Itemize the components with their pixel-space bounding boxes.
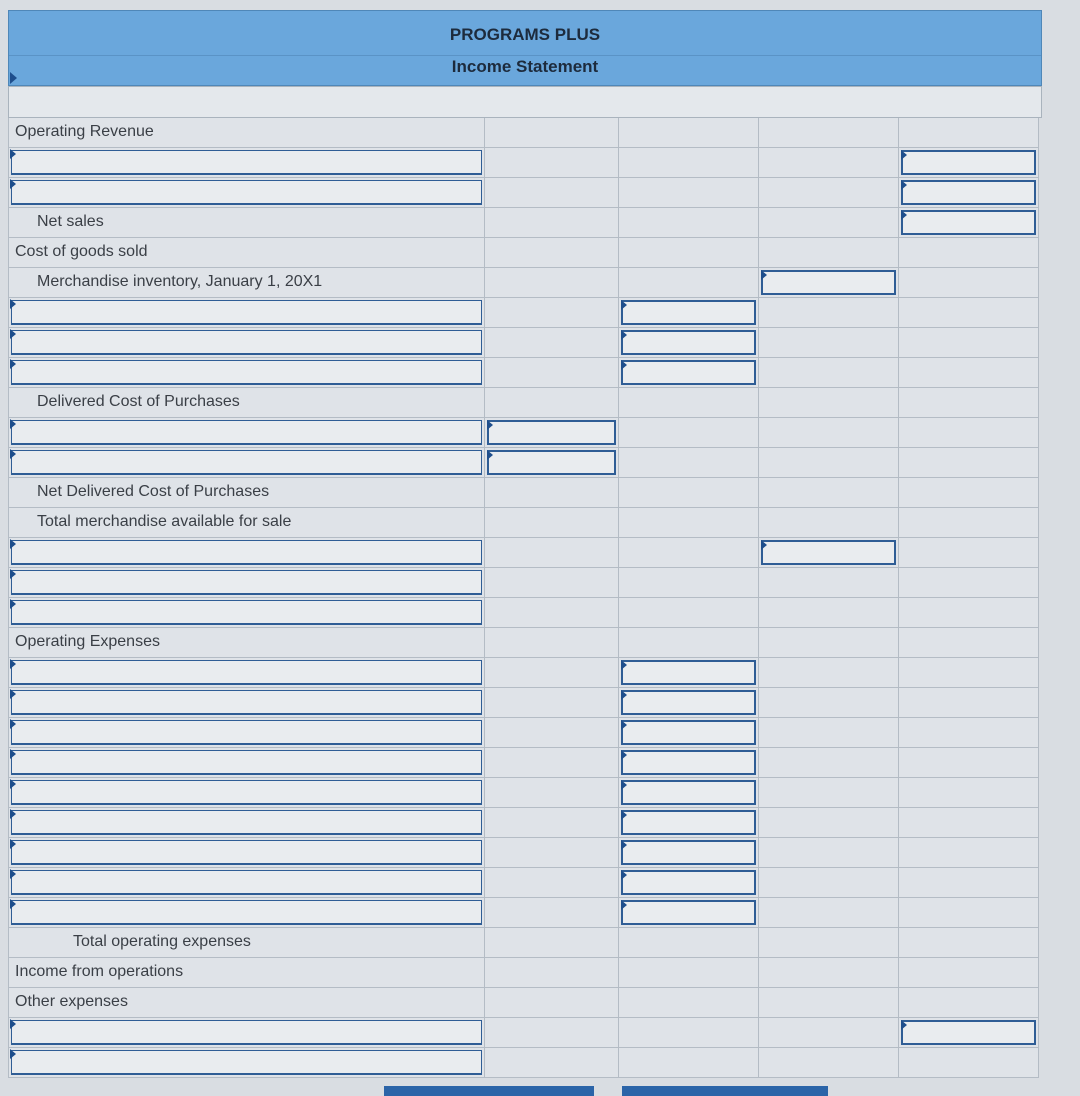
dropdown-marker-icon: [10, 179, 16, 189]
amount-cell-col1: [485, 1048, 619, 1078]
amount-cell-col2: [619, 718, 759, 748]
amount-cell-col1: [485, 118, 619, 148]
amount-cell-col4: [899, 928, 1039, 958]
dropdown-marker-icon: [621, 300, 627, 310]
amount-cell-col1: [485, 748, 619, 778]
dropdown-marker-icon: [10, 149, 16, 159]
amount-input[interactable]: [621, 840, 756, 865]
statement-title: Income Statement: [451, 57, 599, 76]
amount-cell-col4: [899, 148, 1039, 178]
account-name-input[interactable]: [11, 420, 482, 445]
amount-cell-col4: [899, 988, 1039, 1018]
dropdown-marker-icon: [10, 839, 16, 849]
label-cell: [8, 238, 485, 268]
label-cell: [8, 838, 485, 868]
amount-cell-col1: [485, 298, 619, 328]
account-name-input[interactable]: [11, 690, 482, 715]
label-cell: [8, 718, 485, 748]
amount-cell-col3: [759, 568, 899, 598]
amount-cell-col4: [899, 628, 1039, 658]
dropdown-marker-icon: [621, 330, 627, 340]
amount-cell-col2: [619, 778, 759, 808]
amount-cell-col3: [759, 298, 899, 328]
dropdown-marker-icon: [621, 840, 627, 850]
label-cell: [8, 568, 485, 598]
label-cell: [8, 118, 485, 148]
amount-cell-col1: [485, 178, 619, 208]
label-cell: [8, 328, 485, 358]
amount-cell-col4: [899, 898, 1039, 928]
label-cell: [8, 388, 485, 418]
amount-input[interactable]: [901, 180, 1036, 205]
amount-input[interactable]: [621, 360, 756, 385]
amount-cell-col1: [485, 868, 619, 898]
footer-button-left[interactable]: [384, 1086, 594, 1096]
row-label: Operating Expenses: [15, 633, 160, 650]
amount-cell-col3: [759, 358, 899, 388]
amount-cell-col3: [759, 598, 899, 628]
account-name-input[interactable]: [11, 810, 482, 835]
statement-header: [8, 10, 1042, 86]
amount-input[interactable]: [621, 300, 756, 325]
account-name-input[interactable]: [11, 600, 482, 625]
amount-cell-col4: [899, 808, 1039, 838]
amount-input[interactable]: [901, 150, 1036, 175]
account-name-input[interactable]: [11, 300, 482, 325]
amount-cell-col2: [619, 148, 759, 178]
income-statement-sheet: [8, 10, 1042, 1096]
label-cell: [8, 628, 485, 658]
amount-cell-col2: [619, 598, 759, 628]
amount-cell-col4: [899, 328, 1039, 358]
account-name-input[interactable]: [11, 900, 482, 925]
amount-cell-col2: [619, 1048, 759, 1078]
dropdown-marker-icon: [10, 449, 16, 459]
amount-cell-col1: [485, 718, 619, 748]
label-cell: [8, 988, 485, 1018]
row-label: Net Delivered Cost of Purchases: [37, 483, 270, 500]
amount-cell-col2: [619, 328, 759, 358]
label-cell: [8, 1018, 485, 1048]
label-cell: [8, 748, 485, 778]
label-cell: [8, 208, 485, 238]
amount-cell-col2: [619, 298, 759, 328]
amount-cell-col3: [759, 778, 899, 808]
amount-cell-col2: [619, 508, 759, 538]
amount-cell-col3: [759, 478, 899, 508]
dropdown-marker-icon: [10, 749, 16, 759]
account-name-input[interactable]: [11, 540, 482, 565]
amount-input[interactable]: [487, 420, 616, 445]
amount-cell-col3: [759, 118, 899, 148]
amount-cell-col1: [485, 988, 619, 1018]
amount-cell-col2: [619, 688, 759, 718]
amount-cell-col2: [619, 118, 759, 148]
amount-cell-col4: [899, 268, 1039, 298]
amount-cell-col4: [899, 718, 1039, 748]
dropdown-marker-icon: [621, 690, 627, 700]
amount-cell-col4: [899, 358, 1039, 388]
dropdown-marker-icon: [10, 869, 16, 879]
dropdown-marker-icon: [10, 599, 16, 609]
amount-input[interactable]: [761, 270, 896, 295]
amount-cell-col2: [619, 988, 759, 1018]
amount-cell-col4: [899, 748, 1039, 778]
row-label: Operating Revenue: [15, 123, 154, 140]
amount-cell-col4: [899, 1048, 1039, 1078]
amount-input[interactable]: [621, 720, 756, 745]
label-cell: [8, 658, 485, 688]
amount-cell-col3: [759, 238, 899, 268]
account-name-input[interactable]: [11, 450, 482, 475]
label-cell: [8, 868, 485, 898]
account-name-input[interactable]: [11, 570, 482, 595]
header-divider: [9, 55, 1041, 56]
amount-cell-col2: [619, 238, 759, 268]
amount-input[interactable]: [901, 210, 1036, 235]
label-cell: [8, 808, 485, 838]
dropdown-marker-icon: [621, 900, 627, 910]
amount-cell-col4: [899, 388, 1039, 418]
amount-cell-col2: [619, 928, 759, 958]
label-cell: [8, 778, 485, 808]
row-marker-icon: [10, 72, 17, 84]
amount-cell-col2: [619, 388, 759, 418]
blank-header-row: [8, 86, 1042, 118]
amount-cell-col2: [619, 748, 759, 778]
account-name-input[interactable]: [11, 840, 482, 865]
account-name-input[interactable]: [11, 150, 482, 175]
amount-cell-col4: [899, 1018, 1039, 1048]
label-cell: [8, 1048, 485, 1078]
amount-cell-col3: [759, 178, 899, 208]
amount-cell-col2: [619, 478, 759, 508]
row-label: Delivered Cost of Purchases: [37, 393, 240, 410]
amount-cell-col2: [619, 178, 759, 208]
dropdown-marker-icon: [10, 329, 16, 339]
label-cell: [8, 688, 485, 718]
account-name-input[interactable]: [11, 720, 482, 745]
amount-cell-col2: [619, 568, 759, 598]
amount-cell-col3: [759, 268, 899, 298]
company-name: PROGRAMS PLUS: [449, 25, 601, 44]
amount-cell-col1: [485, 928, 619, 958]
amount-input[interactable]: [621, 750, 756, 775]
account-name-input[interactable]: [11, 870, 482, 895]
amount-cell-col4: [899, 178, 1039, 208]
amount-input[interactable]: [621, 900, 756, 925]
dropdown-marker-icon: [621, 810, 627, 820]
amount-cell-col4: [899, 568, 1039, 598]
dropdown-marker-icon: [621, 750, 627, 760]
row-label: Net sales: [37, 213, 104, 230]
dropdown-marker-icon: [10, 359, 16, 369]
amount-cell-col1: [485, 328, 619, 358]
label-cell: [8, 898, 485, 928]
account-name-input[interactable]: [11, 1020, 482, 1045]
amount-cell-col4: [899, 448, 1039, 478]
amount-cell-col2: [619, 958, 759, 988]
amount-cell-col1: [485, 808, 619, 838]
amount-cell-col1: [485, 628, 619, 658]
amount-cell-col3: [759, 898, 899, 928]
label-cell: [8, 358, 485, 388]
amount-cell-col4: [899, 118, 1039, 148]
amount-cell-col2: [619, 1018, 759, 1048]
dropdown-marker-icon: [10, 419, 16, 429]
amount-cell-col1: [485, 208, 619, 238]
amount-cell-col3: [759, 718, 899, 748]
amount-cell-col4: [899, 538, 1039, 568]
dropdown-marker-icon: [621, 720, 627, 730]
footer-button-right[interactable]: [622, 1086, 828, 1096]
dropdown-marker-icon: [761, 540, 767, 550]
amount-input[interactable]: [621, 690, 756, 715]
amount-cell-col1: [485, 778, 619, 808]
dropdown-marker-icon: [901, 1020, 907, 1030]
amount-cell-col3: [759, 1018, 899, 1048]
row-label: Total operating expenses: [73, 933, 251, 950]
amount-cell-col4: [899, 658, 1039, 688]
amount-cell-col1: [485, 898, 619, 928]
amount-cell-col3: [759, 1048, 899, 1078]
dropdown-marker-icon: [10, 1049, 16, 1059]
dropdown-marker-icon: [10, 539, 16, 549]
amount-cell-col3: [759, 418, 899, 448]
label-cell: [8, 508, 485, 538]
amount-cell-col2: [619, 838, 759, 868]
dropdown-marker-icon: [487, 420, 493, 430]
dropdown-marker-icon: [901, 210, 907, 220]
label-cell: [8, 478, 485, 508]
label-cell: [8, 418, 485, 448]
amount-input[interactable]: [621, 660, 756, 685]
dropdown-marker-icon: [621, 870, 627, 880]
dropdown-marker-icon: [901, 150, 907, 160]
amount-cell-col1: [485, 688, 619, 718]
amount-cell-col3: [759, 388, 899, 418]
dropdown-marker-icon: [621, 360, 627, 370]
amount-cell-col3: [759, 748, 899, 778]
amount-cell-col1: [485, 418, 619, 448]
amount-cell-col3: [759, 958, 899, 988]
label-cell: [8, 598, 485, 628]
dropdown-marker-icon: [761, 270, 767, 280]
label-cell: [8, 958, 485, 988]
label-cell: [8, 178, 485, 208]
amount-cell-col3: [759, 508, 899, 538]
row-label: Total merchandise available for sale: [37, 513, 292, 530]
dropdown-marker-icon: [621, 780, 627, 790]
amount-cell-col4: [899, 298, 1039, 328]
account-name-input[interactable]: [11, 180, 482, 205]
amount-cell-col2: [619, 208, 759, 238]
dropdown-marker-icon: [10, 569, 16, 579]
amount-cell-col3: [759, 838, 899, 868]
dropdown-marker-icon: [10, 659, 16, 669]
amount-cell-col1: [485, 388, 619, 418]
amount-cell-col4: [899, 958, 1039, 988]
amount-cell-col1: [485, 268, 619, 298]
account-name-input[interactable]: [11, 330, 482, 355]
amount-cell-col4: [899, 868, 1039, 898]
amount-cell-col2: [619, 418, 759, 448]
amount-cell-col4: [899, 688, 1039, 718]
amount-cell-col2: [619, 868, 759, 898]
account-name-input[interactable]: [11, 750, 482, 775]
dropdown-marker-icon: [901, 180, 907, 190]
amount-cell-col1: [485, 658, 619, 688]
account-name-input[interactable]: [11, 780, 482, 805]
amount-cell-col3: [759, 928, 899, 958]
amount-cell-col3: [759, 448, 899, 478]
amount-cell-col3: [759, 808, 899, 838]
amount-cell-col4: [899, 478, 1039, 508]
amount-cell-col1: [485, 958, 619, 988]
dropdown-marker-icon: [487, 450, 493, 460]
amount-input[interactable]: [761, 540, 896, 565]
amount-input[interactable]: [901, 1020, 1036, 1045]
amount-cell-col2: [619, 898, 759, 928]
amount-cell-col3: [759, 988, 899, 1018]
amount-cell-col2: [619, 628, 759, 658]
row-label: Cost of goods sold: [15, 243, 148, 260]
amount-cell-col1: [485, 148, 619, 178]
dropdown-marker-icon: [10, 899, 16, 909]
account-name-input[interactable]: [11, 660, 482, 685]
amount-cell-col2: [619, 358, 759, 388]
amount-input[interactable]: [621, 810, 756, 835]
amount-cell-col4: [899, 598, 1039, 628]
amount-cell-col1: [485, 238, 619, 268]
amount-cell-col3: [759, 208, 899, 238]
dropdown-marker-icon: [10, 299, 16, 309]
amount-input[interactable]: [621, 330, 756, 355]
dropdown-marker-icon: [10, 719, 16, 729]
label-cell: [8, 928, 485, 958]
label-cell: [8, 448, 485, 478]
amount-cell-col4: [899, 418, 1039, 448]
amount-cell-col2: [619, 658, 759, 688]
amount-cell-col1: [485, 1018, 619, 1048]
amount-cell-col1: [485, 598, 619, 628]
dropdown-marker-icon: [621, 660, 627, 670]
amount-cell-col1: [485, 448, 619, 478]
amount-input[interactable]: [487, 450, 616, 475]
amount-cell-col2: [619, 808, 759, 838]
amount-cell-col1: [485, 478, 619, 508]
amount-input[interactable]: [621, 870, 756, 895]
amount-cell-col3: [759, 868, 899, 898]
row-label: Income from operations: [15, 963, 184, 980]
amount-cell-col1: [485, 538, 619, 568]
label-cell: [8, 298, 485, 328]
amount-cell-col3: [759, 658, 899, 688]
dropdown-marker-icon: [10, 779, 16, 789]
dropdown-marker-icon: [10, 689, 16, 699]
amount-cell-col4: [899, 238, 1039, 268]
amount-cell-col4: [899, 778, 1039, 808]
amount-cell-col2: [619, 538, 759, 568]
label-cell: [8, 538, 485, 568]
amount-cell-col1: [485, 358, 619, 388]
row-label: Other expenses: [15, 993, 128, 1010]
amount-cell-col3: [759, 148, 899, 178]
amount-cell-col1: [485, 508, 619, 538]
amount-cell-col4: [899, 838, 1039, 868]
amount-cell-col3: [759, 328, 899, 358]
amount-cell-col4: [899, 508, 1039, 538]
row-label: Merchandise inventory, January 1, 20X1: [37, 273, 323, 290]
amount-cell-col3: [759, 688, 899, 718]
amount-cell-col1: [485, 568, 619, 598]
dropdown-marker-icon: [10, 1019, 16, 1029]
amount-cell-col4: [899, 208, 1039, 238]
dropdown-marker-icon: [10, 809, 16, 819]
amount-cell-col2: [619, 448, 759, 478]
account-name-input[interactable]: [11, 360, 482, 385]
account-name-input[interactable]: [11, 1050, 482, 1075]
amount-cell-col3: [759, 538, 899, 568]
amount-input[interactable]: [621, 780, 756, 805]
amount-cell-col2: [619, 268, 759, 298]
amount-cell-col3: [759, 628, 899, 658]
amount-cell-col1: [485, 838, 619, 868]
label-cell: [8, 268, 485, 298]
label-cell: [8, 148, 485, 178]
